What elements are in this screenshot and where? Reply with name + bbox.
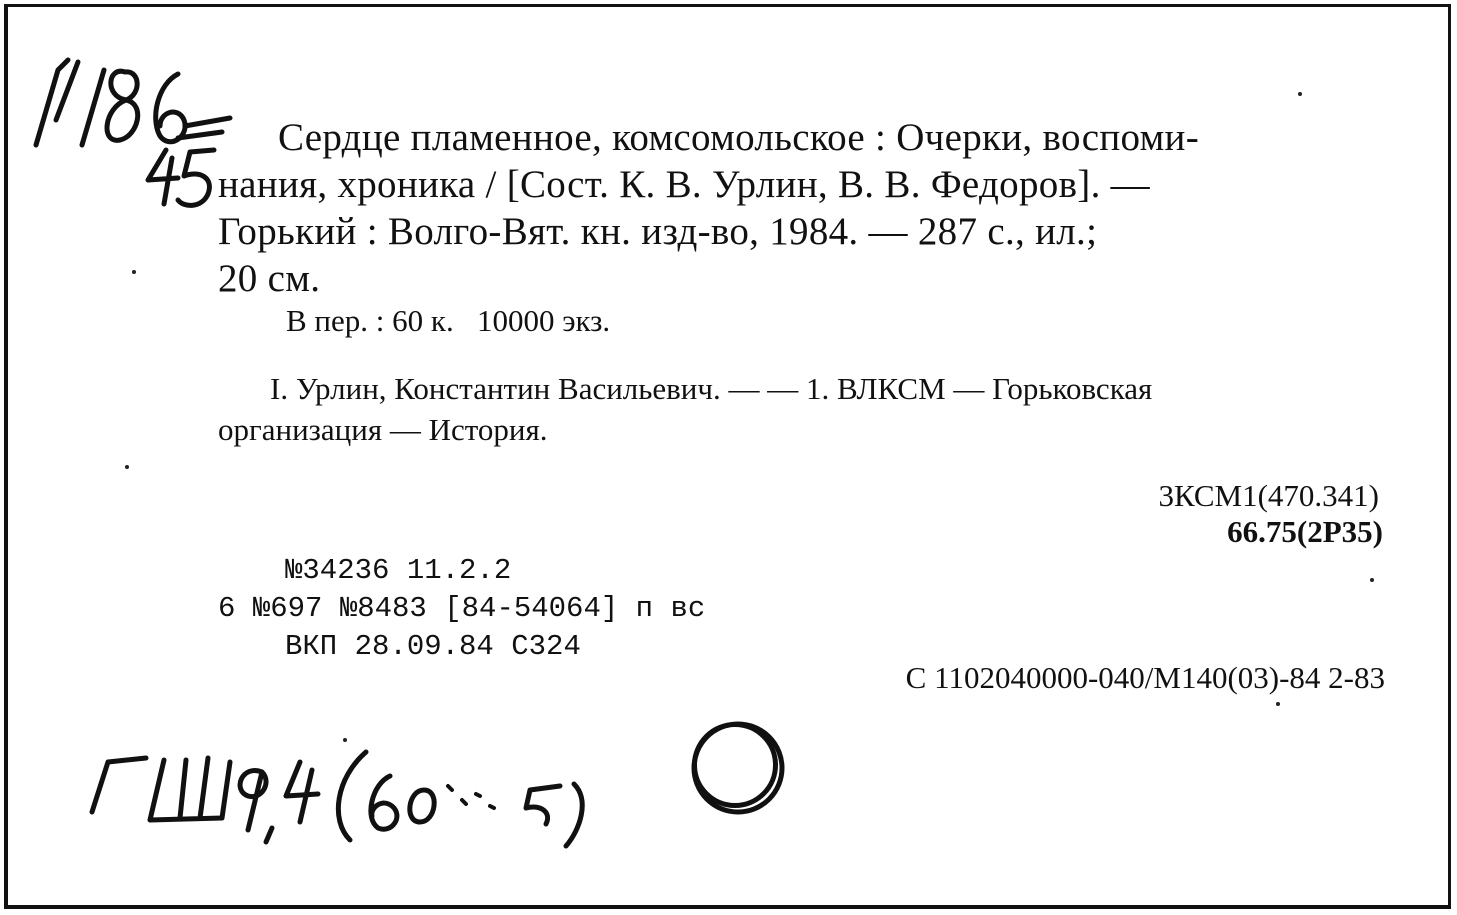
classification-code-2: 66.75(2Р35) [1227, 514, 1383, 549]
scan-speck [125, 465, 129, 469]
tracings-line-1: I. Урлин, Константин Васильевич. — — 1. ВЛКСМ — Горьковская [270, 371, 1153, 406]
technical-line-1: №34236 11.2.2 [285, 554, 512, 587]
scan-speck [1276, 702, 1280, 706]
scan-speck [1370, 578, 1374, 582]
scan-speck [343, 738, 347, 742]
circle-stamp [692, 722, 778, 808]
technical-line-3: ВКП 28.09.84 С324 [285, 630, 581, 663]
scan-speck [132, 270, 136, 274]
description-line-2: нания, хроника / [Сост. К. В. Урлин, В. В. Федоров]. — [218, 163, 1150, 206]
description-line-4: 20 см. [218, 257, 321, 300]
description-line-1: Сердце пламенное, комсомольское : Очерки, воспоми- [278, 116, 1200, 159]
price-line: В пер. : 60 к. 10000 экз. [286, 303, 611, 338]
classification-code-1: 3КСМ1(470.341) [1158, 478, 1379, 513]
publisher-index: С 1102040000-040/М140(03)-84 2-83 [905, 660, 1385, 695]
description-line-3: Горький : Волго-Вят. кн. изд-во, 1984. — 287 с., ил.; [218, 210, 1098, 253]
technical-line-2: 6 №697 №8483 [84-54064] п вс [218, 592, 706, 625]
scan-speck [1298, 92, 1302, 96]
tracings-line-2: организация — История. [218, 412, 548, 447]
